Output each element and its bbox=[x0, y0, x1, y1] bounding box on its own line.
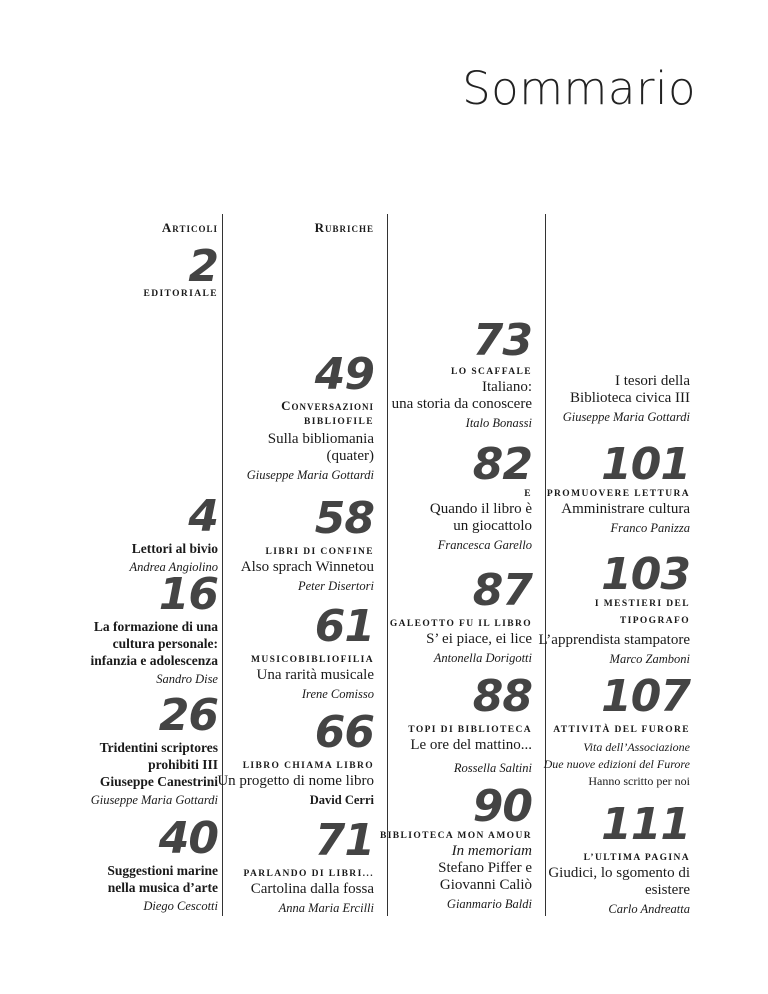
rubrica-author: Gianmario Baldi bbox=[446, 897, 532, 911]
section-label: BIBLIOTECA MON AMOUR bbox=[379, 831, 532, 841]
rubrica-author: Irene Comisso bbox=[301, 687, 374, 701]
article-entry[interactable] bbox=[90, 690, 218, 809]
rubrica-entry[interactable] bbox=[429, 439, 532, 554]
article-entry[interactable] bbox=[107, 813, 218, 915]
page-number: 71 bbox=[314, 815, 374, 866]
rubrica-author: Giuseppe Maria Gottardi bbox=[246, 468, 374, 482]
rubrica-title: L’apprendista stampatore bbox=[538, 632, 690, 648]
section-label: Conversazioni bbox=[281, 398, 374, 413]
section-label: L’ULTIMA PAGINA bbox=[583, 853, 690, 863]
page-number: 87 bbox=[472, 565, 532, 616]
rubrica-title: Le ore del mattino... bbox=[410, 737, 532, 753]
rubrica-title: Also sprach Winnetou bbox=[240, 559, 374, 575]
rubrica-entry[interactable] bbox=[379, 781, 532, 913]
rubrica-entry[interactable] bbox=[543, 671, 690, 790]
section-label: LIBRO CHIAMA LIBRO bbox=[242, 761, 374, 771]
rubrica-author: David Cerri bbox=[309, 793, 374, 807]
editoriale-entry[interactable] bbox=[143, 241, 218, 301]
page-number: 26 bbox=[158, 690, 218, 741]
page-number: 49 bbox=[314, 349, 374, 400]
rubrica-author: Francesca Garello bbox=[437, 538, 532, 552]
section-label: BIBLIOFILE bbox=[304, 417, 374, 427]
article-title: Tridentini scriptores prohibiti III Giuseppe Canestrini bbox=[99, 740, 218, 789]
article-title: Lettori al bivio bbox=[131, 541, 218, 556]
rubrica-lines: Vita dell’Associazione Due nuove edizioni del Furore Hanno scritto per noi bbox=[543, 740, 690, 788]
rubrica-author: Carlo Andreatta bbox=[608, 902, 690, 916]
rubrica-entry[interactable] bbox=[538, 549, 690, 668]
article-title: La formazione di una cultura personale: infanzia e adolescenza bbox=[90, 619, 218, 668]
section-label: LO SCAFFALE bbox=[451, 367, 532, 377]
rubrica-entry[interactable] bbox=[246, 349, 374, 484]
rubrica-author: Italo Bonassi bbox=[465, 416, 532, 430]
column-divider bbox=[222, 214, 223, 916]
page-title: Sommario bbox=[462, 62, 696, 115]
section-label: PARLANDO DI LIBRI... bbox=[243, 869, 374, 879]
rubrica-entry[interactable] bbox=[548, 799, 690, 918]
rubrica-entry[interactable] bbox=[240, 493, 374, 595]
rubrica-entry[interactable] bbox=[389, 565, 532, 667]
section-label: PROMUOVERE LETTURA bbox=[546, 489, 690, 499]
rubrica-author: Giuseppe Maria Gottardi bbox=[562, 410, 690, 424]
rubrica-author: Marco Zamboni bbox=[609, 652, 690, 666]
page-number: 103 bbox=[601, 549, 690, 600]
page-number: 40 bbox=[158, 813, 218, 864]
article-author: Giuseppe Maria Gottardi bbox=[90, 793, 218, 807]
page-number: 66 bbox=[314, 707, 374, 758]
page-number: 111 bbox=[601, 799, 690, 850]
section-label: I MESTIERI DEL TIPOGRAFO bbox=[594, 599, 690, 626]
page-number: 58 bbox=[314, 493, 374, 544]
page-number: 82 bbox=[472, 439, 532, 490]
rubrica-entry[interactable] bbox=[563, 373, 690, 426]
rubrica-author: Rossella Saltini bbox=[453, 761, 532, 775]
rubrica-entry[interactable] bbox=[243, 815, 375, 917]
rubrica-author: Franco Panizza bbox=[610, 521, 690, 535]
rubrica-title: Amministrare cultura bbox=[561, 501, 690, 517]
page-number: 90 bbox=[472, 781, 532, 832]
section-label: EDITORIALE bbox=[143, 289, 218, 299]
article-entry[interactable] bbox=[90, 569, 219, 688]
page-number: 4 bbox=[188, 491, 218, 542]
rubrica-title: Quando il libro è un giocattolo bbox=[429, 501, 532, 534]
rubrica-title: S’ ei piace, ei lice bbox=[426, 631, 532, 647]
rubriche-header: Rubriche bbox=[314, 220, 374, 235]
rubrica-author: Anna Maria Ercilli bbox=[278, 901, 374, 915]
article-entry[interactable] bbox=[129, 491, 218, 576]
rubrica-entry[interactable] bbox=[250, 601, 374, 703]
rubrica-title: Italiano: una storia da conoscere bbox=[391, 379, 532, 412]
page-number: 2 bbox=[188, 241, 218, 292]
rubrica-entry[interactable] bbox=[391, 315, 532, 432]
rubrica-title: Sulla bibliomania (quater) bbox=[267, 431, 374, 464]
rubrica-entry[interactable] bbox=[546, 439, 690, 537]
page-number: 101 bbox=[601, 439, 690, 490]
rubrica-title: Giudici, lo sgomento di esistere bbox=[548, 865, 690, 898]
page-number: 73 bbox=[472, 315, 532, 366]
section-label: E bbox=[524, 489, 532, 499]
rubrica-author: Peter Disertori bbox=[297, 579, 374, 593]
rubrica-title: In memoriam Stefano Piffer e Giovanni Caliò bbox=[438, 843, 532, 893]
article-author: Sandro Dise bbox=[156, 672, 218, 686]
article-author: Andrea Angiolino bbox=[129, 560, 218, 574]
rubrica-title: I tesori della Biblioteca civica III bbox=[570, 373, 690, 406]
articoli-header: Articoli bbox=[161, 220, 218, 235]
rubrica-title: Un progetto di nome libro bbox=[217, 773, 374, 789]
article-title: Suggestioni marine nella musica d’arte bbox=[107, 863, 218, 895]
rubrica-entry[interactable] bbox=[408, 671, 532, 777]
page-number: 107 bbox=[601, 671, 690, 722]
article-author: Diego Cescotti bbox=[143, 899, 218, 913]
section-label: TOPI DI BIBLIOTECA bbox=[408, 725, 532, 735]
rubrica-author: Antonella Dorigotti bbox=[433, 651, 532, 665]
rubrica-title: Cartolina dalla fossa bbox=[250, 881, 374, 897]
section-label: LIBRI DI CONFINE bbox=[265, 547, 374, 557]
section-label: ATTIVITÀ DEL FURORE bbox=[553, 725, 690, 735]
rubrica-title: Una rarità musicale bbox=[256, 667, 374, 683]
page-number: 88 bbox=[472, 671, 532, 722]
section-label: MUSICOBIBLIOFILIA bbox=[250, 655, 374, 665]
page-number: 16 bbox=[158, 569, 218, 620]
rubrica-entry[interactable] bbox=[217, 707, 374, 809]
section-label: GALEOTTO FU IL LIBRO bbox=[389, 619, 532, 629]
page-number: 61 bbox=[314, 601, 374, 652]
